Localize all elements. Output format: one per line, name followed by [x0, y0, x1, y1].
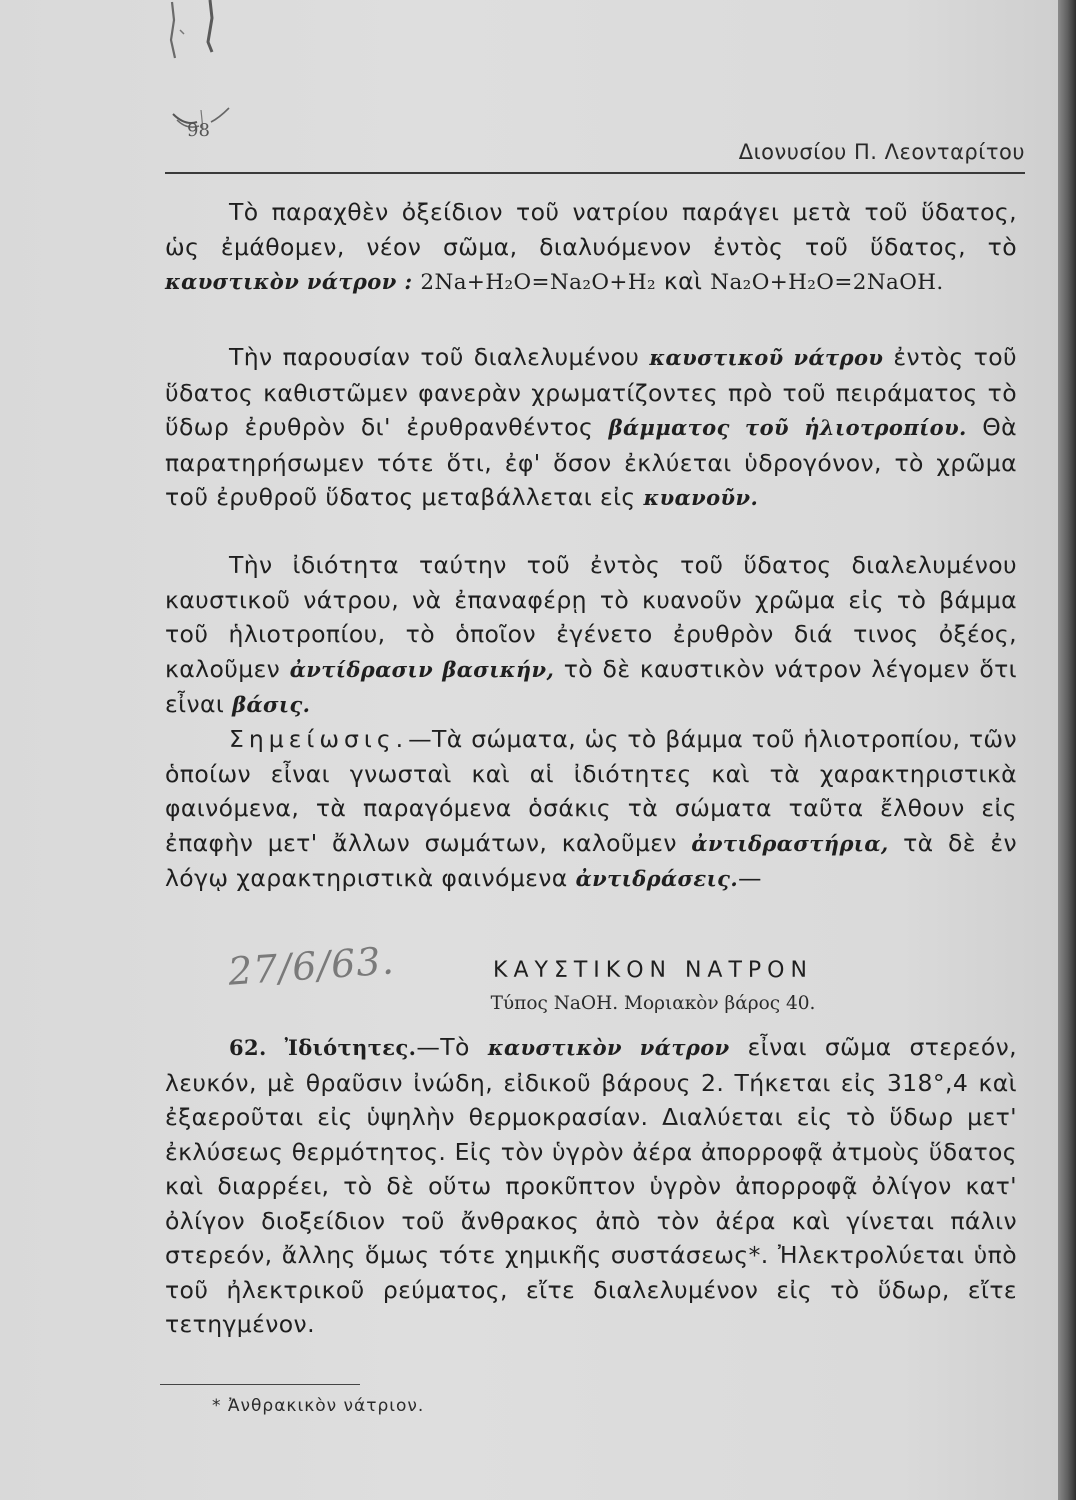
paragraph-text: —Τὰ σώματα, ὡς τὸ βάμμα τοῦ ἡλιοτροπίου, τῶν ὁποίων εἶναι γνωσταὶ καὶ αἱ ἰδιότητες καὶ τὰ χαρακτηριστικὰ φαινόμενα, τὰ παραγόμενα ὁσάκις τὰ σώματα ταῦτα ἔλθουν εἰς ἐπαφὴν μετ' ἄλλων σωμάτων, καλοῦμεν [165, 725, 1017, 857]
emphasized-term: καυστικοῦ νάτρου [649, 345, 884, 370]
footnote: * Ἀνθρακικὸν νάτριον. [212, 1396, 425, 1416]
emphasized-term: ἀντίδρασιν βασικήν, [289, 656, 555, 682]
paragraph-text: Τὴν ἰδιότητα ταύτην τοῦ ἐντὸς τοῦ ὕδατος διαλελυμένου καυστικοῦ νάτρου, νὰ ἐπαναφέρῃ τὸ κυανοῦν χρῶμα εἰς τὸ βάμμα τοῦ ἡλιοτροπίου, τὸ ὁποῖον ἐγένετο ἐρυθρὸν διά τινος ὀξέος, καλοῦμεν [165, 551, 1017, 683]
page-header [165, 100, 1025, 170]
emphasized-term: βάμματος τοῦ ἡλιοτροπίου. [608, 415, 967, 440]
paragraph-text: τὰ δὲ ἐν λόγῳ χαρακτηριστικὰ φαινόμενα [165, 828, 1017, 892]
paragraph-properties [165, 1030, 1017, 1342]
paragraph-text: καὶ [656, 267, 711, 295]
section-number: 62. [229, 1035, 267, 1060]
page-binding-edge [1058, 0, 1076, 1500]
header-rule [165, 172, 1025, 174]
paragraph-litmus [165, 340, 1017, 516]
page-number: 98 [187, 120, 210, 141]
emphasized-term: καυστικὸν νάτρον [487, 1035, 730, 1060]
footnote-rule [160, 1384, 360, 1385]
paragraph-heading: Ἰδιότητες. [266, 1035, 417, 1060]
paragraph-text: εἶναι σῶμα στερεόν, λευκόν, μὲ θραῦσιν ἰνώδη, εἰδικοῦ βάρους 2. Τήκεται εἰς 318°,4 καὶ ἐξαεροῦται εἰς ὑψηλὴν θερμοκρασίαν. Διαλύεται εἰς τὸ ὕδωρ μετ' ἐκλύσεως θερμότητος. Εἰς τὸν ὑγρὸν ἀέρα ἀπορροφᾷ ἀτμοὺς ὕδατος καὶ διαρρέει, τὸ δὲ οὕτω προκῦπτον ὑγρὸν ἀπορροφᾷ ὀλίγον κατ' ὀλίγον διοξείδιον τοῦ ἄνθρακος ἀπὸ τὸν ἀέρα καὶ γίνεται πάλιν στερεόν, ἄλλης ὅμως τότε χημικῆς συστάσεως*. Ἠλεκτρολύεται ὑπὸ τοῦ ἠλεκτρικοῦ ρεύματος, εἴτε διαλελυμένον εἰς τὸ ὕδωρ, εἴτε τετηγμένον. [165, 1033, 1017, 1338]
chemical-formula: 2Na+H₂O=Na₂O+H₂ [420, 270, 657, 295]
handwritten-date: 27/6/63. [226, 938, 396, 994]
emphasized-term: ἀντιδραστήρια, [691, 830, 889, 856]
paragraph-text: Τὸ παραχθὲν ὀξείδιον τοῦ νατρίου παράγει μετὰ τοῦ ὕδατος, ὡς ἐμάθομεν, νέον σῶμα, διαλυόμενον ἐντὸς τοῦ ὕδατος, τὸ [165, 198, 1017, 261]
paragraph-text: ἐντὸς τοῦ ὕδατος καθιστῶμεν φανερὰν χρωματίζοντες πρὸ τοῦ πειράματος τὸ ὕδωρ ἐρυθρὸν δι' ἐρυθρανθέντος [165, 343, 1018, 441]
section-subtitle: Τύπος NaOH. Μοριακὸν βάρος 40. [490, 993, 816, 1014]
margin-scribble-mark [150, 0, 260, 70]
note-label: Σημείωσις. [229, 725, 409, 753]
emphasized-term: βάσις. [232, 692, 311, 717]
chemical-formula: Na₂O+H₂O=2NaOH. [710, 270, 944, 295]
emphasized-term: κυανοῦν. [643, 485, 759, 510]
paragraph-oxide-water [165, 195, 1017, 301]
section-title: ΚΑΥΣΤΙΚΟΝ ΝΑΤΡΟΝ [493, 958, 813, 983]
paragraph-text: —Τὸ [416, 1033, 488, 1061]
paragraph-note [165, 722, 1017, 897]
emphasized-term: καυστικὸν νάτρον : [165, 269, 413, 294]
paragraph-text: Θὰ παρατηρήσωμεν τότε ὅτι, ἐφ' ὅσον ἐκλύεται ὑδρογόνον, τὸ χρῶμα τοῦ ἐρυθροῦ ὕδατος μεταβάλλεται εἰς [165, 413, 1017, 511]
paragraph-text: Τὴν παρουσίαν τοῦ διαλελυμένου [229, 343, 650, 371]
paragraph-text: — [738, 864, 762, 892]
emphasized-term: ἀντιδράσεις. [575, 866, 739, 891]
running-head: Διονυσίου Π. Λεονταρίτου [738, 140, 1025, 164]
paragraph-basic-reaction [165, 548, 1017, 723]
paragraph-text: τὸ δὲ καυστικὸν νάτρον λέγομεν ὅτι εἶναι [165, 654, 1017, 718]
